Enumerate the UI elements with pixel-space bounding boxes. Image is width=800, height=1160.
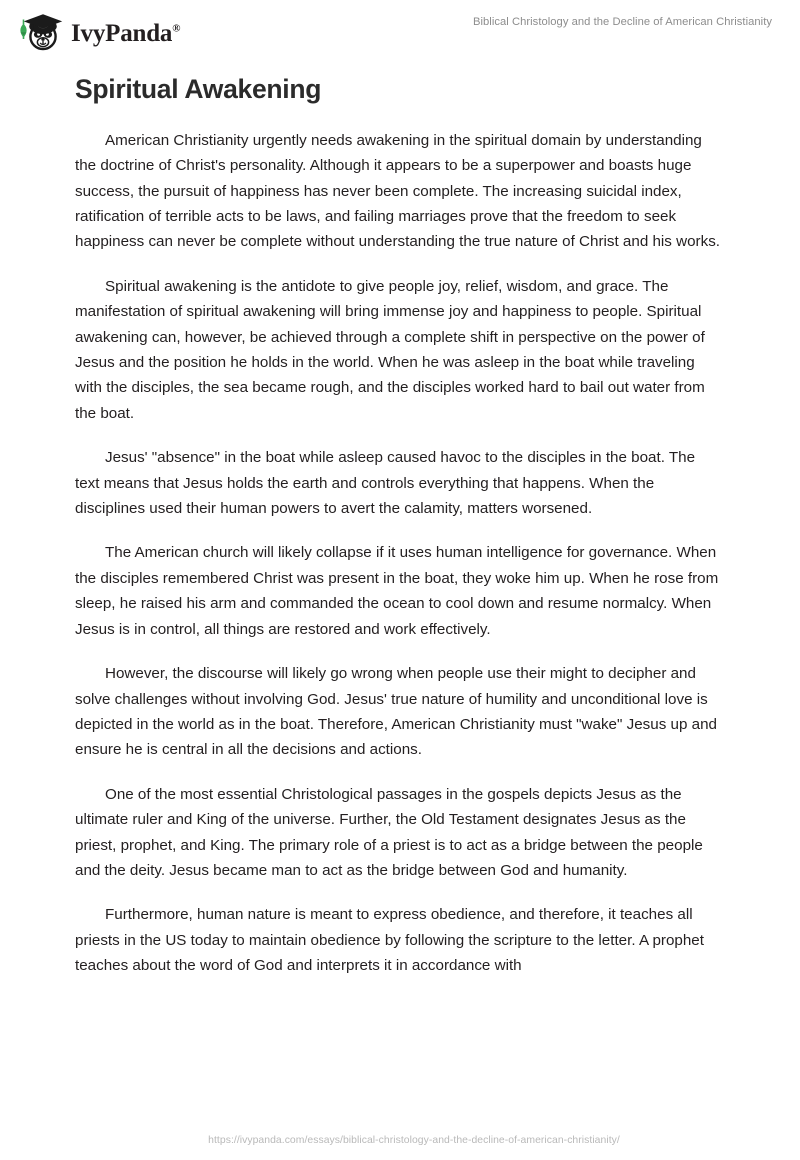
brand-name-text: IvyPanda xyxy=(71,19,173,47)
paragraph: Furthermore, human nature is meant to express obedience, and therefore, it teaches all priests in the US today to maintain obedience by following the scripture to the letter. A prophet teaches about the word of God and interprets it in accordance with xyxy=(75,906,704,975)
paragraph: American Christianity urgently needs awakening in the spiritual domain by understanding the doctrine of Christ's personality. Although it appears to be a superpower and boasts huge success, the pursuit of happiness has never been complete. The increasing suicidal index, ratification of terrible acts to be laws, and failing marriages prove that the freedom to seek happiness can never be complete without understanding the true nature of Christ and his works. xyxy=(75,131,721,251)
running-title: Biblical Christology and the Decline of American Christianity xyxy=(472,16,772,28)
page-footer xyxy=(0,1130,800,1148)
paragraph: Spiritual awakening is the antidote to give people joy, relief, wisdom, and grace. The manifestation of spiritual awakening will bring immense joy and happiness to people. Spiritual awakening can, however, be achieved through a complete shift in perspective on the power of Jesus and the position he holds in the world. When he was asleep in the boat while traveling with the disciples, the sea became rough, and the disciples worked hard to bail out water from the boat. xyxy=(75,277,705,422)
registered-trademark-symbol: ® xyxy=(172,22,181,35)
paragraph: One of the most essential Christological passages in the gospels depicts Jesus as the ultimate ruler and King of the universe. Further, the Old Testament designates Jesus as the priest, prophet, and King. The primary role of a priest is to act as a bridge between the people and the deity. Jesus became man to act as the bridge between God and humanity. xyxy=(75,785,703,879)
paragraph: However, the discourse will likely go wrong when people use their might to decipher and solve challenges without involving God. Jesus' true nature of humility and unconditional love is depicted in the world as in the boat. Therefore, American Christianity must "wake" Jesus up and ensure he is central in all the decisions and actions. xyxy=(75,665,717,759)
panda-graduate-logo-icon xyxy=(18,11,64,53)
page-title: Spiritual Awakening xyxy=(75,74,322,104)
paragraph: Jesus' "absence" in the boat while asleep caused havoc to the disciples in the boat. The text means that Jesus holds the earth and controls everything that happens. When the disciplines used their human powers to avert the calamity, matters worsened. xyxy=(75,449,696,518)
essay-body xyxy=(75,74,723,998)
page-header xyxy=(0,0,800,62)
paragraph: The American church will likely collapse if it uses human intelligence for governance. When the disciples remembered Christ was present in the boat, they woke him up. When he rose from sleep, he raised his arm and commanded the ocean to cool down and resume normalcy. When Jesus is in control, all things are restored and work effectively. xyxy=(75,544,719,638)
brand-logo-link[interactable] xyxy=(18,11,180,53)
source-url-link[interactable]: https://ivypanda.com/essays/biblical-christology-and-the-decline-of-american-christianity/ xyxy=(208,1135,620,1146)
brand-wordmark xyxy=(71,21,180,46)
